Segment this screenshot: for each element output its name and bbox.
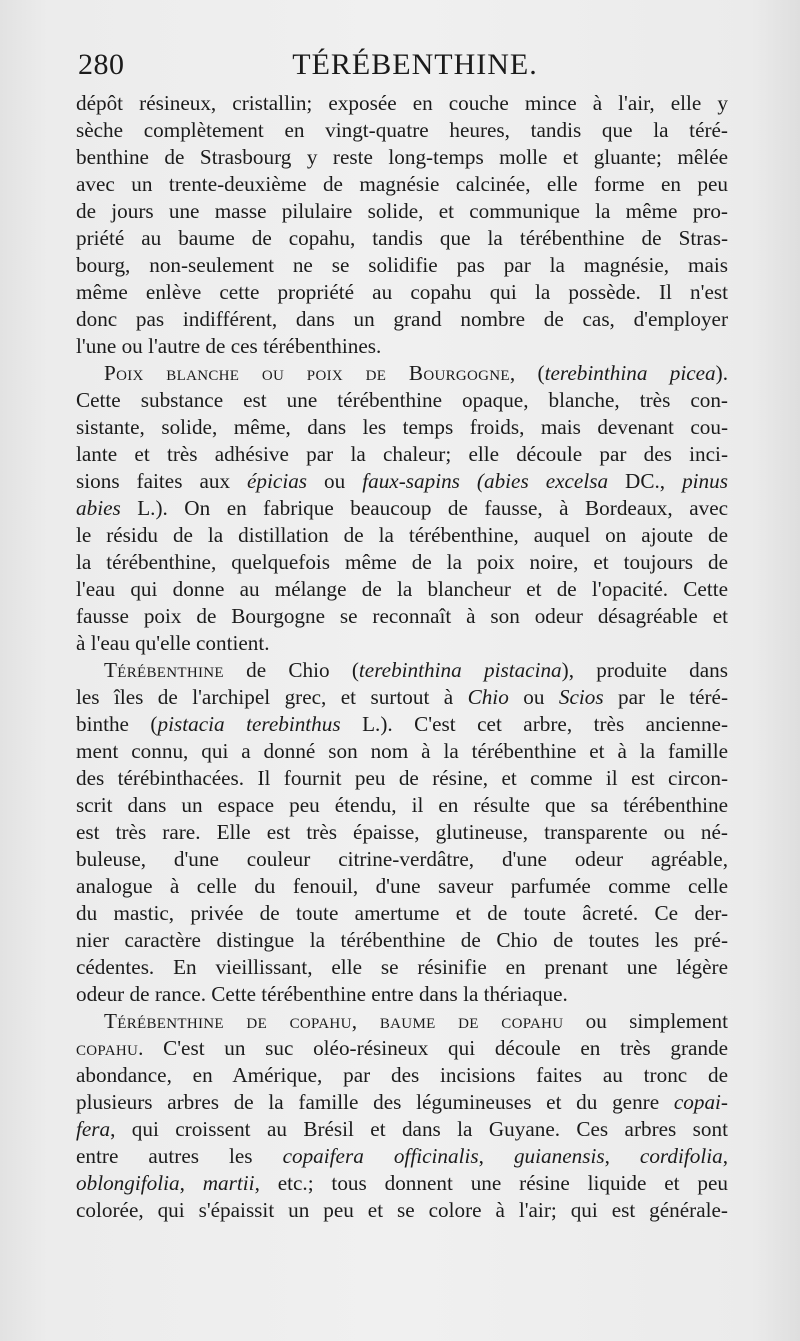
entry-heading-poix-blanche: Poix blanche ou poix de Bourgogne, (terebinthina picea).	[104, 361, 729, 385]
entry-term: Poix blanche ou poix de Bourgogne	[104, 361, 510, 385]
text-line: abondance, en Amérique, par des incisions faites au tronc de	[76, 1063, 728, 1087]
text-line: dépôt résineux, cristallin; exposée en couche mince à l'air, elle y	[76, 91, 728, 115]
text-line: sistante, solide, même, dans les temps froids, mais devenant cou-	[76, 415, 728, 439]
body-text	[76, 90, 728, 1224]
text-line: benthine de Strasbourg y reste long-temps molle et gluante; mêlée	[76, 145, 728, 169]
entry-term: Térébenthine de copahu, baume de copahu	[104, 1009, 564, 1033]
text-line: sions faites aux épicias ou faux-sapins (abies excelsa DC., pinus	[76, 469, 728, 493]
text-line: Cette substance est une térébenthine opaque, blanche, très con-	[76, 388, 728, 412]
text-line: est très rare. Elle est très épaisse, glutineuse, transparente ou né-	[76, 820, 728, 844]
text-line: binthe (pistacia terebinthus L.). C'est cet arbre, très ancienne-	[76, 712, 729, 736]
text-line: fausse poix de Bourgogne se reconnaît à son odeur désagréable et	[76, 604, 728, 628]
latin-name: terebinthina pistacina	[358, 658, 562, 682]
text-line: le résidu de la distillation de la térébenthine, auquel on ajoute de	[76, 523, 728, 547]
text-line: bourg, non-seulement ne se solidifie pas par la magnésie, mais	[76, 253, 728, 277]
text-line: avec un trente-deuxième de magnésie calcinée, elle forme en peu	[76, 172, 728, 196]
entry-heading-chio: Térébenthine de Chio (terebinthina pistacina), produite dans	[104, 658, 728, 682]
text-line: même enlève cette propriété au copahu qui la possède. Il n'est	[76, 280, 728, 304]
text-line: fera, qui croissent au Brésil et dans la Guyane. Ces arbres sont	[76, 1117, 728, 1141]
text-line: l'une ou l'autre de ces térébenthines.	[76, 334, 382, 358]
latin-name: terebinthina picea	[544, 361, 716, 385]
page-header	[74, 44, 730, 84]
entry-term: Térébenthine	[104, 658, 224, 682]
text-line: lante et très adhésive par la chaleur; elle découle par des inci-	[76, 442, 728, 466]
text-line: les îles de l'archipel grec, et surtout à Chio ou Scios par le téré-	[76, 685, 728, 709]
text-line: du mastic, privée de toute amertume et de toute âcreté. Ce der-	[76, 901, 728, 925]
text-line: abies L.). On en fabrique beaucoup de fausse, à Bordeaux, avec	[76, 496, 728, 520]
text-line: plusieurs arbres de la famille des légumineuses et du genre copai-	[76, 1090, 728, 1114]
text-line: nier caractère distingue la térébenthine de Chio de toutes les pré-	[76, 928, 728, 952]
running-head: TÉRÉBENTHINE.	[292, 48, 538, 81]
text-line: la térébenthine, quelquefois même de la poix noire, et toujours de	[76, 550, 728, 574]
text-line: des térébinthacées. Il fournit peu de résine, et comme il est circon-	[76, 766, 728, 790]
text-line: cédentes. En vieillissant, elle se résinifie en prenant une légère	[76, 955, 728, 979]
text-line: entre autres les copaifera officinalis, guianensis, cordifolia,	[76, 1144, 729, 1168]
text-line: ment connu, qui a donné son nom à la térébenthine et à la famille	[76, 739, 728, 763]
text-line: de jours une masse pilulaire solide, et communique la même pro-	[76, 199, 728, 223]
text-line: odeur de rance. Cette térébenthine entre dans la thériaque.	[76, 982, 568, 1006]
text-line: copahu. C'est un suc oléo-résineux qui découle en très grande	[76, 1036, 728, 1060]
text-line: oblongifolia, martii, etc.; tous donnent une résine liquide et peu	[76, 1171, 729, 1195]
entry-heading-copahu: Térébenthine de copahu, baume de copahu ou simplement	[104, 1009, 728, 1033]
page-number: 280	[78, 48, 125, 81]
text-line: sèche complètement en vingt-quatre heures, tandis que la téré-	[76, 118, 728, 142]
text-line: analogue à celle du fenouil, d'une saveur parfumée comme celle	[76, 874, 728, 898]
text-line: buleuse, d'une couleur citrine-verdâtre, d'une odeur agréable,	[76, 847, 728, 871]
text-line: scrit dans un espace peu étendu, il en résulte que sa térébenthine	[76, 793, 728, 817]
text-line: à l'eau qu'elle contient.	[76, 631, 270, 655]
text-line: donc pas indifférent, dans un grand nombre de cas, d'employer	[76, 307, 728, 331]
text-line: l'eau qui donne au mélange de la blancheur et de l'opacité. Cette	[76, 577, 728, 601]
text-line: priété au baume de copahu, tandis que la térébenthine de Stras-	[76, 226, 728, 250]
text-line: colorée, qui s'épaissit un peu et se colore à l'air; qui est générale-	[76, 1198, 728, 1222]
